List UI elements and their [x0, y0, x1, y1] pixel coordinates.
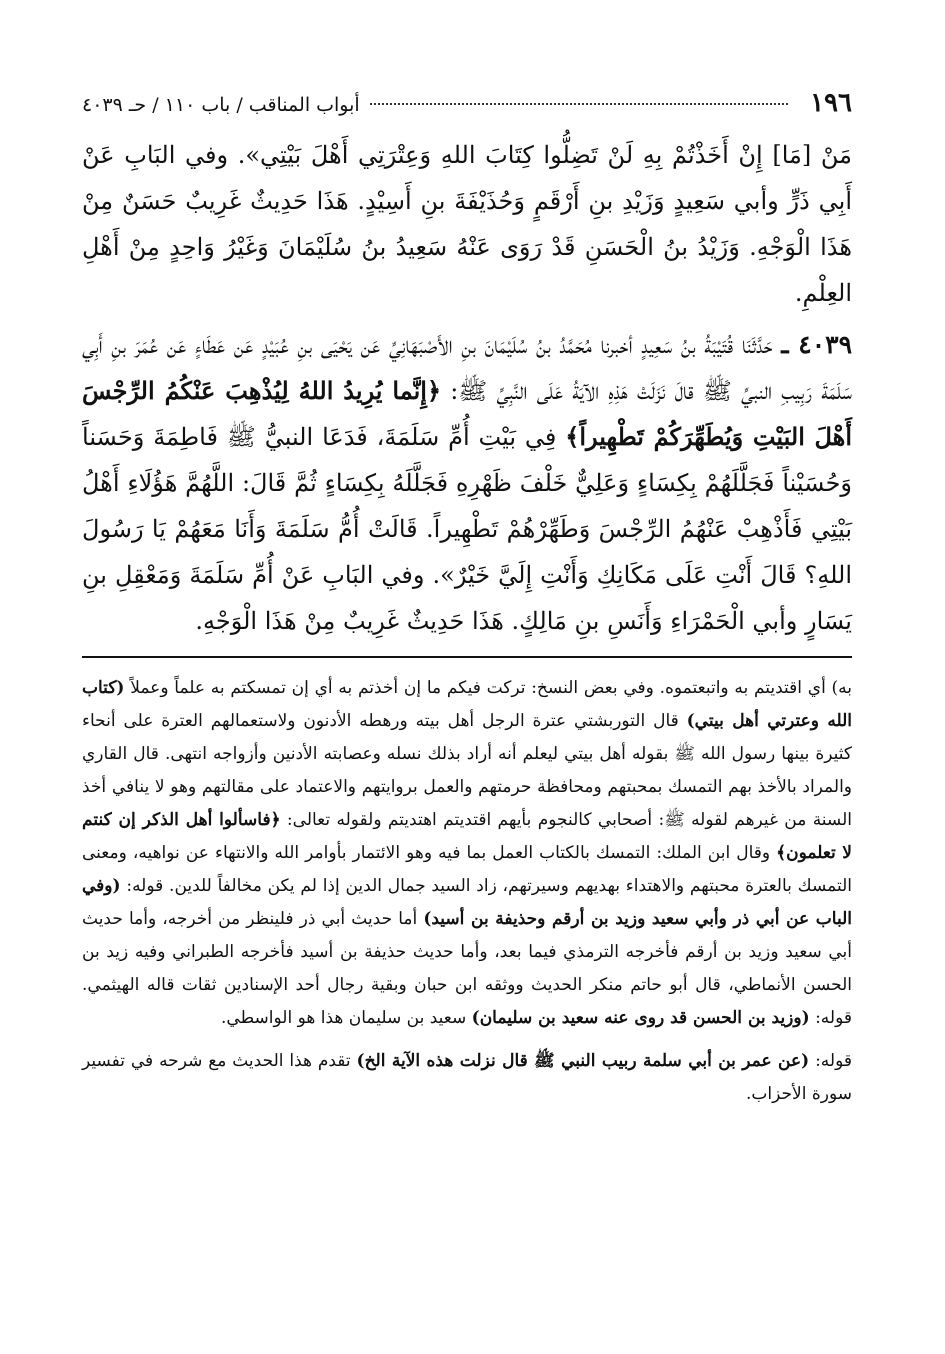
- hadith-isnad: حَدَّثَنَا قُتَيْبَةُ بنُ سَعِيدٍ أخبرنا مُحَمَّدُ بنُ سُلَيْمَانَ بنِ الأَصْبَهَانِيِّ عَن يَحْيَى بنِ عُبَيْدٍ عَن عَطَاءٍ عَن عُمَرَ بنِ أَبِي سَلَمَةَ رَبِيبِ النبيِّ ﷺ قالَ نَزَلَتْ هَذِهِ الآيَةُ عَلَى النَّبِيِّ ﷺ:: [82, 331, 852, 405]
- commentary-quote: (وزيد بن الحسن قد روى عنه سعيد بن سليمان): [471, 1008, 810, 1028]
- hadith-text: فِي بَيْتِ أُمِّ سَلَمَةَ، فَدَعَا النبيُّ ﷺ فَاطِمَةَ وَحَسَناً وَحُسَيْناً فَجَلَّلَهُمْ بِكِسَاءٍ وَعَلِيٌّ خَلْفَ ظَهْرِهِ فَجَلَّلَهُ بِكِسَاءٍ ثُمَّ قَالَ: اللَّهُمَّ هَؤُلَاءِ أَهْلُ بَيْتِي فَأَذْهِبْ عَنْهُمُ الرِّجْسَ وَطَهِّرْهُمْ تَطْهِيراً. قَالَتْ أُمُّ سَلَمَةَ وَأَنَا مَعَهُمْ يَا رَسُولَ اللهِ؟ قَالَ أَنْتِ عَلَى مَكَانِكِ وَأَنْتِ إِلَيَّ خَيْرٌ». وفي البَابِ عَنْ أُمِّ سَلَمَةَ وَمَعْقِلِ بنِ يَسَارٍ وأبي الْحَمْرَاءِ وَأَنَسِ بنِ مَالِكٍ. هَذَا حَدِيثٌ غَرِيبٌ مِنْ هَذَا الْوَجْهِ.: [82, 423, 852, 635]
- commentary-text: به) أي اقتديتم به واتبعتموه. وفي بعض النسخ: تركت فيكم ما إن أخذتم به أي إن تمسكتم به علماً وعملاً: [130, 678, 853, 698]
- commentary-paragraph-2: [82, 1045, 852, 1111]
- commentary-paragraph-1: [82, 672, 852, 1035]
- commentary-text: قال التوربشتي عترة الرجل أهل بيته ورهطه الأدنون ولاستعمالهم العترة على أنحاء كثيرة بينها رسول الله ﷺ بقوله أهل بيتي ليعلم أنه أراد بذلك نسله وعصابته الأدنين وأزواجه انتهى. قال القاري والمراد بالأخذ بهم التمسك بمحبتهم ومحافظة حرمتهم والعمل بروايتهم والاعتماد على مقالتهم وهو لا ينافي أخذ السنة من غيرهم لقوله ﷺ: أصحابي كالنجوم بأيهم اقتديتم اهتديتم ولقوله تعالى:: [82, 711, 853, 830]
- commentary-text: أما حديث أبي ذر فلينظر من أخرجه، وأما حديث أبي سعيد وزيد بن أرقم فأخرجه الترمذي فيما بعد، وأما حديث حذيفة بن أسيد فأخرجه الطبراني وفيه زيد بن الحسن الأنماطي، قال أبو حاتم منكر الحديث ووثقه ابن حبان وبقية رجال أحد الإسنادين ثقات قاله الهيثمي. قوله:: [82, 909, 852, 1028]
- running-title: أبواب المناقب / باب ١١٠ / حـ ٤٠٣٩: [82, 94, 360, 116]
- page-header: [82, 88, 852, 128]
- commentary-quote: (كتاب الله وعترتي أهل بيتي): [82, 678, 852, 731]
- main-text: [82, 132, 852, 644]
- header-leader-dots: [370, 103, 788, 105]
- commentary-text: سعيد بن سليمان هذا هو الواسطي.: [221, 1008, 467, 1028]
- page-number: ١٩٦: [810, 88, 852, 118]
- commentary-text: وقال ابن الملك: التمسك بالكتاب العمل بما فيه وهو الائتمار بأوامر الله والانتهاء عن نواهيه، ومعنى التمسك بالعترة محبتهم والاهتداء بهديهم وسيرتهم، زاد السيد جمال الدين إذا لم يكن مخالفاً للدين. قوله:: [82, 843, 852, 896]
- commentary-quote: (وفي الباب عن أبي ذر وأبي سعيد وزيد بن أرقم وحذيفة بن أسيد): [82, 876, 853, 929]
- commentary-text: تقدم هذا الحديث مع شرحه في تفسير سورة الأحزاب.: [82, 1051, 852, 1104]
- footnote-separator: [82, 656, 852, 658]
- commentary-quote: (عن عمر بن أبي سلمة ربيب النبي ﷺ قال نزلت هذه الآية الخ): [356, 1051, 810, 1071]
- commentary-text: قوله:: [815, 1051, 852, 1071]
- commentary-quran: ﴿فاسألوا أهل الذكر إن كنتم لا تعلمون﴾: [82, 810, 853, 863]
- page: [82, 88, 852, 1121]
- commentary: [82, 672, 852, 1111]
- main-paragraph-1: مَنْ [مَا] إِنْ أَخَذْتُمْ بِهِ لَنْ تَضِلُّوا كِتَابَ اللهِ وَعِتْرَتِي أَهْلَ بَيْتِي». وفي البَابِ عَنْ أَبِي ذَرٍّ وأبي سَعِيدٍ وَزَيْدِ بنِ أَرْقَمٍ وَحُذَيْفَةَ بنِ أَسِيْدٍ. هَذَا حَدِيثٌ غَرِيبٌ حَسَنٌ مِنْ هَذَا الْوَجْهِ. وَزَيْدُ بنُ الْحَسَنِ قَدْ رَوَى عَنْهُ سَعِيدُ بنُ سُلَيْمَانَ وَغَيْرُ وَاحِدٍ مِنْ أَهْلِ العِلْمِ.: [82, 141, 852, 307]
- quran-verse: ﴿إِنَّما يُرِيدُ اللهُ لِيُذْهِبَ عَنْكُمُ الرِّجْسَ أَهْلَ البَيْتِ وَيُطَهِّرَكُمْ تَطْهِيراً﴾: [82, 376, 852, 451]
- hadith-number: ٤٠٣٩ ـ: [781, 330, 852, 359]
- main-paragraph-2: [82, 322, 852, 644]
